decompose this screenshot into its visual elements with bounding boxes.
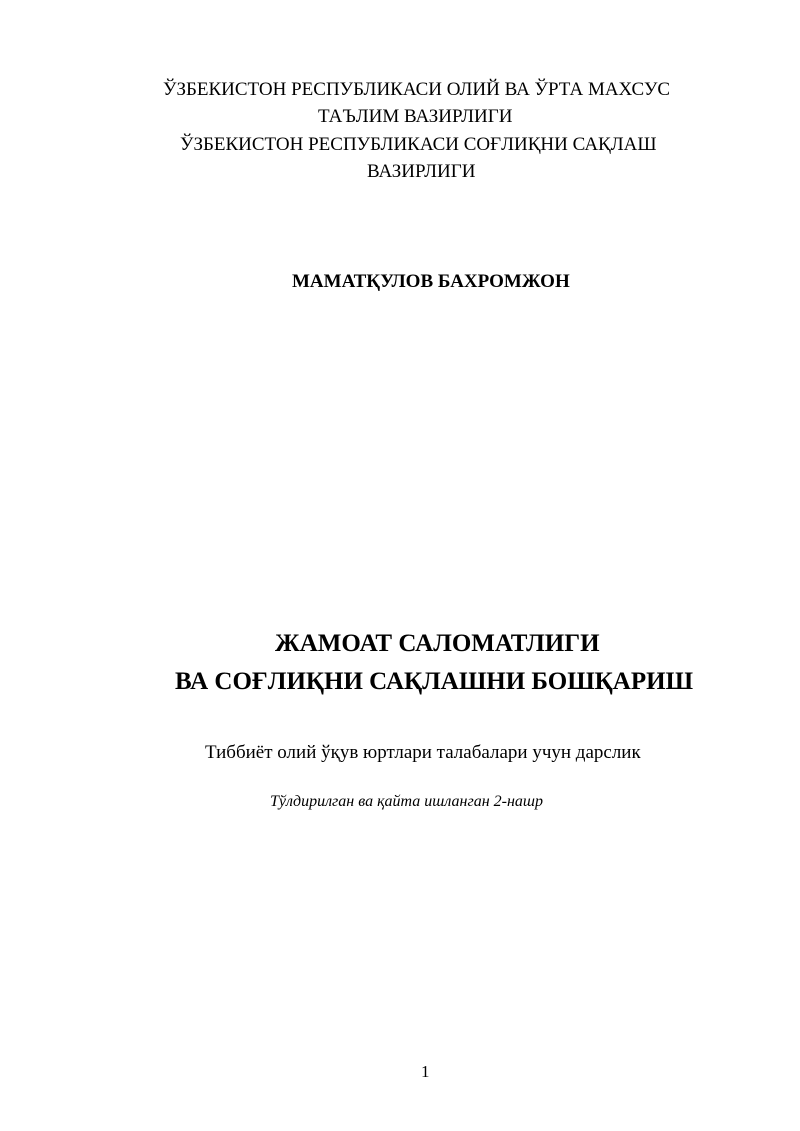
author-name: МАМАТҚУЛОВ БАХРОМЖОН: [292, 271, 570, 292]
ministry-line-2: ТАЪЛИМ ВАЗИРЛИГИ: [318, 106, 513, 127]
ministry-line-1: ЎЗБЕКИСТОН РЕСПУБЛИКАСИ ОЛИЙ ВА ЎРТА МАХСУС: [163, 79, 671, 100]
book-subtitle: Тиббиёт олий ўқув юртлари талабалари учун дарслик: [205, 742, 641, 763]
book-title-line-1: ЖАМОАТ САЛОМАТЛИГИ: [275, 630, 600, 657]
page-number: 1: [421, 1062, 430, 1081]
ministry-line-3: ЎЗБЕКИСТОН РЕСПУБЛИКАСИ СОҒЛИҚНИ САҚЛАШ: [180, 134, 657, 155]
book-title-line-2: ВА СОҒЛИҚНИ САҚЛАШНИ БОШҚАРИШ: [175, 668, 694, 695]
edition-note: Тўлдирилган ва қайта ишланган 2-нашр: [270, 793, 544, 810]
ministry-line-4: ВАЗИРЛИГИ: [367, 161, 476, 182]
